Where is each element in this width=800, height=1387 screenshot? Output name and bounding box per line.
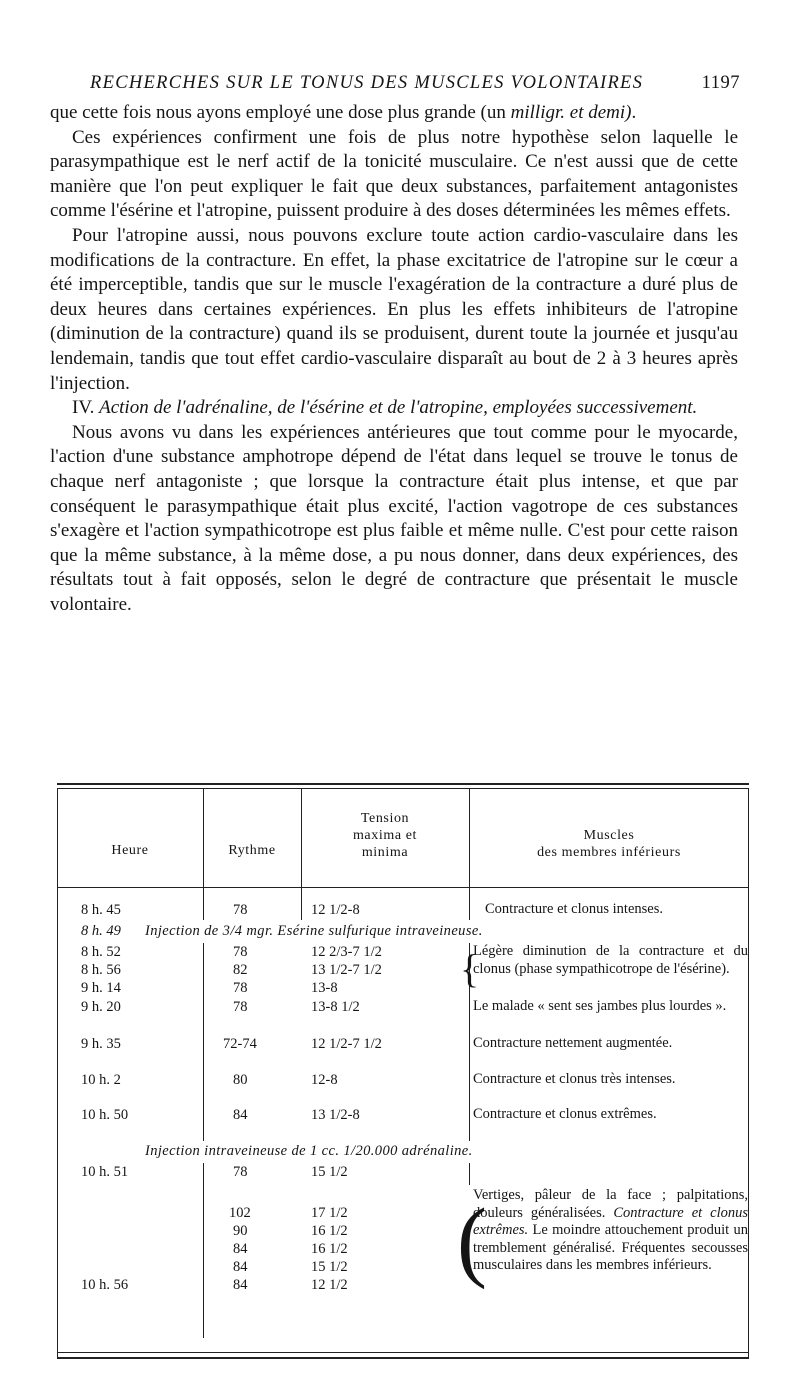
row-2-tension: 12 2/3-7 1/2	[311, 944, 382, 960]
paragraph-4: Nous avons vu dans les expériences antérieures que tout comme pour le myocarde, l'action d'une substance amphotrope dépend de l'état dans lequel se trouve le tonus de chaque nerf antagoniste ; que lorsque la contracture était plus intense, et que par conséquent le parasympathique était plus excité, l'action vagotrope de ces substances s'exagère et l'action sympathicotrope est plus faible et même nulle. C'est pour cette raison que la même substance, à la même dose, a pu nous donner, dans deux expériences, des résultats tout à fait opposés, selon le degré de contracture que présentait le muscle volontaire.	[50, 421, 738, 615]
table-right-border	[748, 788, 749, 1358]
row-7-heure: 10 h. 2	[81, 1072, 121, 1088]
paragraph-3: Pour l'atropine aussi, nous pouvons exclure toute action cardio-vasculaire dans les modifications de la contracture. En effet, la phase excitatrice de l'atropine sur le cœur a été imperceptible, tandis que sur le muscle l'exagération de la contracture a duré plus de deux heures dans certaines expériences. En plus les effets inhibiteurs de l'atropine (diminution de la contracture) quand ils se produisent, durent toute la journée et jusqu'au lendemain, tandis que tout effet cardio-vasculaire disparaît au bout de 2 à 3 heures après l'injection.	[50, 224, 738, 394]
row-4-rythme: 78	[233, 980, 248, 996]
section-title: Action de l'adrénaline, de l'ésérine et de l'atropine, employées successivement.	[99, 397, 698, 419]
data-table	[57, 783, 749, 1361]
row-2-heure: 8 h. 52	[81, 944, 121, 960]
injection-1-heure: 8 h. 49	[81, 923, 121, 939]
col-sep-1-a	[203, 888, 204, 920]
row-4-tension: 13-8	[311, 980, 338, 996]
row-9-14-muscles-end: Le moindre attouchement produit un tremblement généralisé. Fréquentes secousses musculaires dans les membres inférieurs.	[473, 1222, 748, 1273]
row-1-muscles: Contracture et clonus intenses.	[485, 901, 663, 917]
row-5-rythme: 78	[233, 999, 248, 1015]
row-8-muscles: Contracture et clonus extrêmes.	[473, 1106, 657, 1122]
row-7-tension: 12-8	[311, 1072, 338, 1088]
row-14-tension: 12 1/2	[311, 1277, 348, 1293]
header-tension-3: minima	[361, 845, 409, 860]
row-13-rythme: 84	[233, 1259, 248, 1275]
page-number: 1197	[701, 73, 740, 93]
row-14-heure: 10 h. 56	[81, 1277, 129, 1293]
row-9-14-muscles-italic: Contracture et clonus extrêmes.	[473, 1204, 748, 1238]
col-sep-1-header	[203, 788, 204, 888]
table-bottom-rule-1	[57, 1352, 749, 1353]
row-5-heure: 9 h. 20	[81, 999, 121, 1015]
body-text	[50, 101, 738, 617]
paragraph-1-italic: milligr. et demi)	[510, 102, 632, 123]
row-2-rythme: 78	[233, 944, 248, 960]
row-9-14-muscles-text: Vertiges, pâleur de la face ; palpitations, douleurs généralisées.	[473, 1187, 748, 1221]
table-top-rule	[57, 783, 749, 785]
brace-rows-2-4: {	[460, 946, 480, 991]
row-8-heure: 10 h. 50	[81, 1107, 129, 1123]
row-4-heure: 9 h. 14	[81, 980, 121, 996]
row-12-tension: 16 1/2	[311, 1241, 348, 1257]
header-heure: Heure	[111, 843, 149, 858]
row-9-14-muscles	[473, 1187, 748, 1275]
row-7-rythme: 80	[233, 1072, 248, 1088]
row-10-tension: 17 1/2	[311, 1205, 348, 1221]
row-10-rythme: 102	[229, 1205, 251, 1221]
section-number: IV.	[72, 397, 100, 419]
paragraph-1-text: que cette fois nous ayons employé une dose plus grande (un	[50, 102, 511, 123]
row-7-muscles: Contracture et clonus très intenses.	[473, 1071, 676, 1087]
header-tension-1: Tension	[360, 811, 410, 826]
paragraph-1-end: .	[631, 102, 637, 123]
col-sep-3-a	[469, 888, 470, 920]
row-6-muscles: Contracture nettement augmentée.	[473, 1035, 673, 1051]
row-6-tension: 12 1/2-7 1/2	[311, 1036, 382, 1052]
injection-1-note: Injection de 3/4 mgr. Esérine sulfurique intraveineuse.	[145, 923, 483, 939]
row-3-tension: 13 1/2-7 1/2	[311, 962, 382, 978]
row-9-tension: 15 1/2	[311, 1164, 348, 1180]
row-1-rythme: 78	[233, 902, 248, 918]
row-1-heure: 8 h. 45	[81, 902, 121, 918]
header-muscles-1: Muscles	[583, 828, 635, 843]
header-tension-2: maxima et	[352, 828, 418, 843]
row-13-tension: 15 1/2	[311, 1259, 348, 1275]
row-3-rythme: 82	[233, 962, 248, 978]
row-11-rythme: 90	[233, 1223, 248, 1239]
row-5-tension: 13-8 1/2	[311, 999, 360, 1015]
row-5-muscles: Le malade « sent ses jambes plus lourdes ».	[473, 998, 727, 1014]
row-9-heure: 10 h. 51	[81, 1164, 129, 1180]
col-sep-2-a	[301, 888, 302, 920]
row-11-tension: 16 1/2	[311, 1223, 348, 1239]
header-muscles-2: des membres inférieurs	[537, 845, 681, 860]
running-title: RECHERCHES SUR LE TONUS DES MUSCLES VOLONTAIRES	[90, 73, 644, 93]
paragraph-1	[50, 101, 738, 126]
row-6-rythme: 72-74	[223, 1036, 257, 1052]
row-3-heure: 8 h. 56	[81, 962, 121, 978]
header-rythme: Rythme	[228, 843, 276, 858]
running-header	[90, 73, 740, 97]
section-heading	[50, 396, 738, 421]
row-1-tension: 12 1/2-8	[311, 902, 360, 918]
row-2-4-muscles: Légère diminution de la contracture et du clonus (phase sympathicotrope de l'ésérine).	[473, 943, 748, 977]
col-sep-1-c	[203, 1163, 204, 1338]
row-8-tension: 13 1/2-8	[311, 1107, 360, 1123]
table-top-rule-2	[57, 788, 749, 789]
injection-2-note: Injection intraveineuse de 1 cc. 1/20.000 adrénaline.	[145, 1143, 473, 1159]
row-8-rythme: 84	[233, 1107, 248, 1123]
row-14-rythme: 84	[233, 1277, 248, 1293]
table-left-border	[57, 788, 58, 1358]
brace-rows-9-14: (	[457, 1191, 487, 1290]
row-12-rythme: 84	[233, 1241, 248, 1257]
paragraph-2: Ces expériences confirment une fois de plus notre hypothèse selon laquelle le parasympathique est le nerf actif de la tonicité musculaire. Ce n'est aussi que de cette manière que l'on peut expliquer le fait que deux substances, parfaitement antagonistes comme l'ésérine et l'atropine, puissent produire à des doses déterminées les mêmes effets.	[50, 126, 738, 222]
table-bottom-rule-2	[57, 1357, 749, 1359]
header-bottom-rule	[57, 887, 749, 888]
row-6-heure: 9 h. 35	[81, 1036, 121, 1052]
row-9-rythme: 78	[233, 1164, 248, 1180]
col-sep-1-b	[203, 943, 204, 1141]
